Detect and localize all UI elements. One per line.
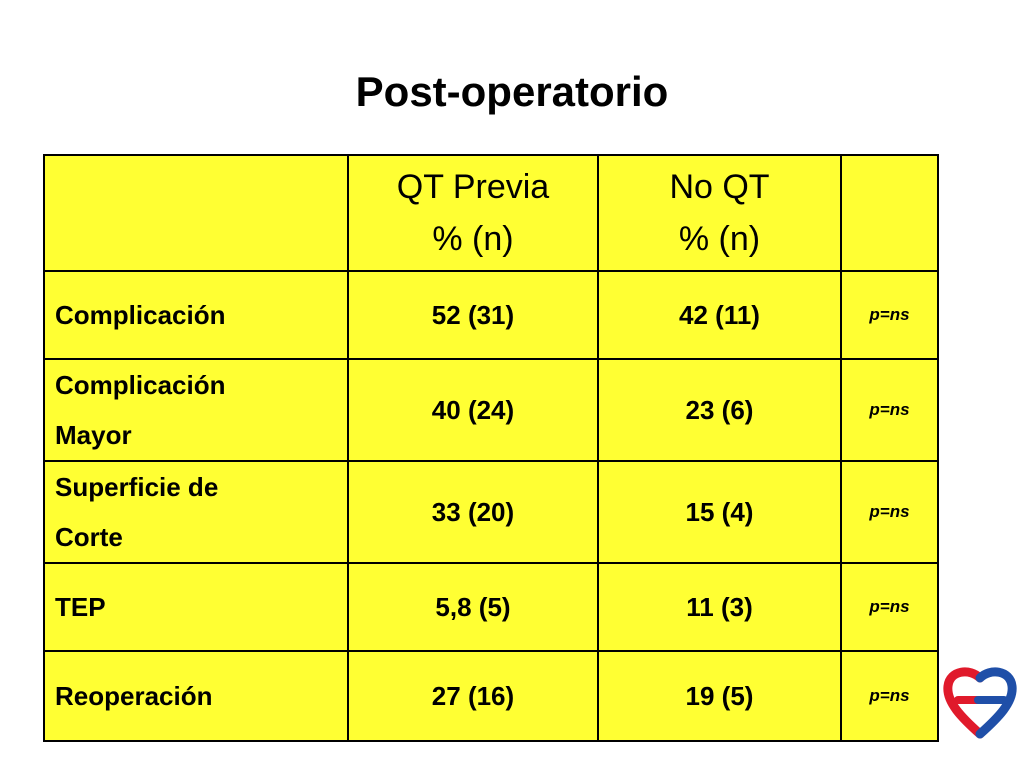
no-qt-value: 11 (3): [598, 563, 841, 651]
row-label-line1: TEP: [55, 592, 106, 622]
qt-previa-value: 40 (24): [348, 359, 598, 461]
header-p-cell: [841, 155, 938, 271]
no-qt-value: 23 (6): [598, 359, 841, 461]
row-label-line1: Superficie de: [55, 472, 219, 502]
slide-title: Post-operatorio: [355, 68, 669, 115]
row-label: [44, 461, 348, 563]
row-label: [44, 359, 348, 461]
row-label-line1: Complicación: [55, 370, 226, 400]
table-row: [44, 359, 938, 461]
table-row: [44, 651, 938, 741]
row-label-line2: Corte: [55, 522, 123, 552]
header-no-qt-title: No QT: [669, 168, 770, 206]
row-label-line1: Reoperación: [55, 681, 213, 711]
p-value: p=ns: [841, 359, 938, 461]
row-label-line2: Mayor: [55, 420, 132, 450]
row-label-line1: Complicación: [55, 300, 226, 330]
header-qt-previa-unit: % (n): [432, 220, 514, 258]
p-value: p=ns: [841, 563, 938, 651]
hospital-heart-logo-icon: [940, 666, 1020, 740]
row-label: [44, 651, 348, 741]
qt-previa-value: 52 (31): [348, 271, 598, 359]
header-qt-previa: [348, 155, 598, 271]
p-value: p=ns: [841, 461, 938, 563]
table-header-row: [44, 155, 938, 271]
qt-previa-value: 5,8 (5): [348, 563, 598, 651]
row-label: [44, 271, 348, 359]
qt-previa-value: 27 (16): [348, 651, 598, 741]
no-qt-value: 15 (4): [598, 461, 841, 563]
header-no-qt: [598, 155, 841, 271]
qt-previa-value: 33 (20): [348, 461, 598, 563]
table-row: [44, 563, 938, 651]
no-qt-value: 19 (5): [598, 651, 841, 741]
p-value: p=ns: [841, 651, 938, 741]
header-no-qt-unit: % (n): [678, 220, 761, 258]
header-qt-previa-title: QT Previa: [396, 168, 550, 206]
header-empty-cell: [44, 155, 348, 271]
row-label: [44, 563, 348, 651]
no-qt-value: 42 (11): [598, 271, 841, 359]
results-table: [43, 154, 939, 742]
table-row: [44, 271, 938, 359]
p-value: p=ns: [841, 271, 938, 359]
table-row: [44, 461, 938, 563]
